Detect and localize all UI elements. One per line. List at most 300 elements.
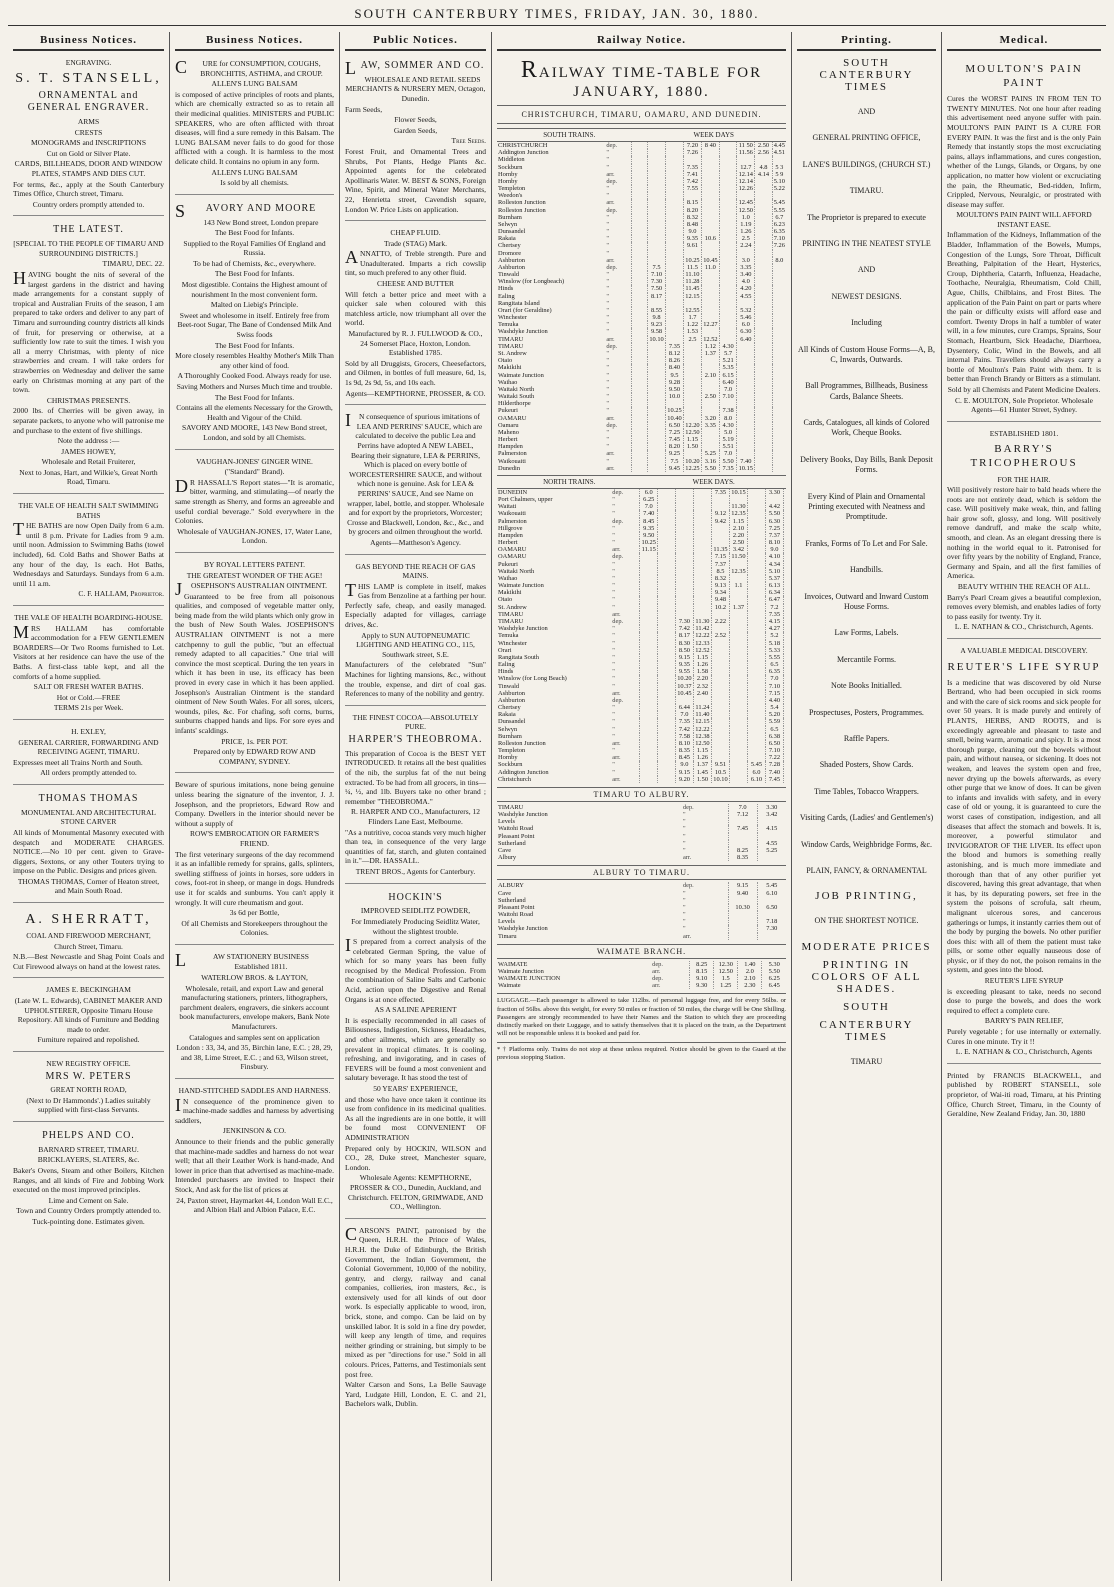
time-cell [719, 321, 736, 328]
time-cell: 8.25 [728, 847, 757, 854]
time-cell [711, 697, 729, 704]
time-cell: 7.45 [666, 436, 684, 443]
time-cell [666, 293, 684, 300]
time-cell: 8.10 [675, 740, 693, 747]
time-cell: 2.30 [738, 982, 762, 989]
time-cell: 1.26 [693, 661, 711, 668]
time-cell [783, 525, 786, 532]
time-cell [683, 350, 701, 357]
time-cell: 1.12 [701, 343, 719, 350]
time-cell [675, 596, 693, 603]
time-cell [658, 553, 676, 560]
time-cell [748, 683, 766, 690]
time-cell [772, 422, 786, 429]
time-cell [772, 278, 786, 285]
time-cell: 8.5 [711, 568, 729, 575]
time-cell [755, 350, 772, 357]
dep-arr: arr. [612, 739, 621, 747]
timetable-row [497, 611, 786, 618]
timetable-row [497, 271, 786, 278]
ad-annatto [345, 224, 486, 405]
ad-body: This preparation of Cocoa is the BEST YET INTRODUCED. It retains all the best qualities of the nib, the surplus fat of the nut being extracted. To be had from all grocers, in tins—¼, ½, and 1lb. Buyers take no other brand ; remember "THEOBROMA." [345, 748, 486, 806]
time-cell: 5.50 [762, 968, 786, 975]
station-name: Rangitata South [498, 653, 540, 661]
time-cell [755, 357, 772, 364]
ad-line: Note the address :— [57, 436, 120, 446]
ad-vaughan-jones [175, 453, 334, 553]
time-cell [719, 328, 736, 335]
dep-arr: arr. [682, 854, 692, 862]
time-cell: 1.22 [683, 321, 701, 328]
ad-beckingham [13, 981, 164, 1052]
time-cell: 9.28 [666, 379, 684, 386]
timetable-row [497, 925, 786, 932]
time-cell: 6.30 [765, 518, 783, 525]
time-cell [755, 415, 772, 422]
time-cell [772, 264, 786, 271]
station-name: Washdyke Junction [498, 811, 548, 819]
station-name: Selwyn [498, 220, 518, 228]
time-cell: 6.10 [757, 890, 786, 897]
time-cell [748, 718, 766, 725]
timetable-row [497, 654, 786, 661]
dep-arr: " [682, 918, 686, 926]
time-cell: 4.20 [737, 285, 755, 292]
time-cell [772, 407, 786, 414]
time-cell: 5.25 [757, 847, 786, 854]
station-name: Waihao [498, 574, 518, 582]
station-name: Dunedin [498, 464, 521, 472]
time-cell [755, 235, 772, 242]
column-heading: Railway Notice. [497, 32, 786, 51]
time-cell [632, 336, 648, 343]
time-cell [748, 553, 766, 560]
ad-line: GREAT NORTH ROAD, [50, 1085, 127, 1095]
ad-body: is composed of active principles of roots and plants, which are chemically extracted so as to retain all their medicinal qualities. MINISTERS and PUBLIC SPEAKERS, who are often afflicted with throat diseases, will find a sure remedy in this Balsam. The LUNG BALSAM never fails to do good for those afflicted with a cough. It is harmless to the most delicate child. It contains no opium in any form. [175, 89, 334, 166]
printing-title: SOUTH CANTERBURY TIMES [819, 57, 914, 93]
time-cell [701, 293, 719, 300]
ad-date: TIMARU, DEC. 22. [102, 259, 164, 269]
ad-title: THE FINEST COCOA—ABSOLUTELY PURE. [352, 712, 479, 732]
time-cell [772, 393, 786, 400]
time-cell [632, 436, 648, 443]
timetable-row [497, 596, 786, 603]
time-cell: 2.10 [729, 525, 747, 532]
time-cell [632, 242, 648, 249]
time-cell: 10.25 [685, 256, 700, 264]
time-cell [632, 214, 648, 221]
printing-designs: NEWEST DESIGNS. [831, 291, 902, 301]
time-cell [772, 307, 786, 314]
time-cell [666, 271, 684, 278]
timetable-row [497, 897, 786, 904]
time-cell [693, 582, 711, 589]
time-cell: 10.0 [666, 393, 684, 400]
time-cell [737, 192, 755, 199]
time-cell: 9.40 [728, 890, 757, 897]
time-cell [711, 747, 729, 754]
time-cell: 10.15 [731, 488, 746, 496]
printing-item: All Kinds of Custom House Forms—A, B, C, Inwards, Outwards. [798, 344, 935, 364]
station-name: Ealing [498, 661, 515, 669]
time-cell: 3.40 [737, 271, 755, 278]
ad-title: JAMES E. BECKINGHAM [46, 985, 131, 995]
time-cell [748, 589, 766, 596]
time-cell: 1.25 [714, 982, 738, 989]
time-cell [658, 654, 676, 661]
time-cell [658, 525, 676, 532]
time-cell: 1.37 [701, 350, 719, 357]
time-cell [632, 350, 648, 357]
ad-phelps [13, 1125, 164, 1233]
printing-foot-canterbury: CANTERBURY TIMES [819, 1018, 914, 1043]
station-name: Burnham [498, 213, 522, 221]
time-cell [640, 769, 658, 776]
time-cell [737, 443, 755, 450]
time-cell: 7.10 [773, 235, 785, 243]
time-cell: 7.35 [711, 489, 729, 496]
time-cell: 3.20 [701, 415, 719, 422]
time-cell: 7.18 [757, 918, 786, 925]
time-cell [666, 214, 684, 221]
station-name: Waikouaiti [498, 457, 526, 465]
time-cell [772, 415, 786, 422]
time-cell [632, 149, 648, 156]
time-cell [640, 582, 658, 589]
timetable-row [497, 242, 786, 249]
ad-body: HAVING bought the nits of several of the largest gardens in the district and having made arrangements for a constant supply of tropical and Australian Fruits of the season, I am prepared to take orders and deliver to any part of Timaru and surrounding country districts all kinds of fruit, for preserving or otherwise, at a sufficiently low rate to suit the times. I wish you all a merry Christmas, with plenty of nice strawberries and cream. I will take orders for strawberries on Wednesday and deliver the same early on Christmas morning at any part of the town. [13, 268, 164, 395]
time-cell [737, 357, 755, 364]
time-cell [772, 285, 786, 292]
timetable-row [497, 250, 786, 257]
time-cell: 12.52 [703, 335, 718, 343]
week-days-label: WEEK DAYS [693, 131, 734, 139]
time-cell: 10.15 [738, 464, 753, 472]
timetable-row [497, 982, 786, 989]
timetable-row [497, 525, 786, 532]
time-cell [640, 740, 658, 747]
station-name: TIMARU [498, 618, 524, 625]
ad-line: The Best Food for Infants. [214, 228, 295, 238]
time-cell [658, 503, 676, 510]
ad-title: JOSEPHSON'S AUSTRALIAN OINTMENT. [175, 579, 328, 600]
time-cell [737, 350, 755, 357]
ad-sign: Apply to SUN AUTOPNEUMATIC LIGHTING AND HEATING CO., 115, Southwark street, S.E. [356, 630, 475, 659]
time-cell: 7.30 [757, 925, 786, 932]
station-name: Hornby [498, 177, 518, 185]
dep-arr: " [682, 911, 686, 919]
time-cell: 5.55 [773, 206, 785, 214]
time-cell [737, 372, 755, 379]
station-name: Washdyke Junction [498, 328, 548, 336]
time-cell [632, 400, 648, 407]
time-cell: 8.25 [690, 961, 714, 968]
time-cell [729, 661, 747, 668]
time-cell [748, 711, 766, 718]
time-cell [640, 561, 658, 568]
timetable-row [497, 825, 786, 832]
time-cell: 12.45 [738, 199, 753, 207]
dep-arr: " [612, 668, 615, 676]
time-cell: 5.21 [719, 357, 736, 364]
time-cell [666, 199, 684, 206]
albury-return-heading: ALBURY TO TIMARU. [497, 865, 786, 880]
dep-arr: " [682, 846, 686, 854]
time-cell [711, 647, 729, 654]
timetable-row [497, 393, 786, 400]
time-cell [701, 199, 719, 206]
ad-josephson [175, 556, 334, 773]
time-cell: 3.0 [737, 257, 755, 264]
time-cell: 7.10 [648, 271, 666, 278]
time-cell [683, 450, 701, 457]
time-cell [737, 156, 755, 163]
dep-arr: " [612, 718, 615, 726]
time-cell [632, 372, 648, 379]
station-name: Waimate Junction [498, 371, 544, 379]
station-name: TIMARU [498, 342, 524, 350]
time-cell [719, 214, 736, 221]
time-cell [737, 393, 755, 400]
dep-arr: " [612, 510, 615, 518]
station-name: Pleasant Point [498, 903, 535, 911]
ad-subtitle: MONUMENTAL AND ARCHITECTURAL STONE CARVER [21, 807, 156, 827]
time-cell [648, 415, 666, 422]
ad-body: Guaranteed to be free from all poisonous qualities, and composed of vegetable matter only, being made from the wild plants which only grow in the bush of New South Wales. JOSEPHSON'S AUSTRALIAN OINTMENT is not a mere catchpenny to gull the public, "but an effectual remedy adapted to all capacities." One trial will convince the most sceptical. During the ten years in which it has been in use, its efficacy has been proved in every case in which it has been applied. Josephson's Australian Ointment is the standard ointment of New South Wales. For all sores, ulcers, wounds, piles, &c. For chafing, soft corns, burns, sunburns chapped hands and lips. For sore eyes and infants' scaldings. [175, 591, 334, 736]
time-cell [640, 697, 658, 704]
time-cell: 12.35 [731, 567, 746, 575]
time-cell: 2.5 [737, 235, 755, 242]
time-cell: 10.45 [703, 256, 718, 264]
time-cell [632, 386, 648, 393]
time-cell [729, 647, 747, 654]
time-cell [666, 285, 684, 292]
time-cell [719, 178, 736, 185]
time-cell [737, 400, 755, 407]
time-cell [666, 264, 684, 271]
time-cell [737, 436, 755, 443]
dep-arr: " [612, 639, 615, 647]
ad-line: Tree Seeds. [451, 136, 486, 146]
time-cell [729, 596, 747, 603]
time-cell: 3.35 [737, 264, 755, 271]
time-cell [755, 429, 772, 436]
timetable-row [497, 961, 786, 968]
north-trains-label: NORTH TRAINS. [543, 477, 596, 486]
timetable-row [497, 882, 786, 889]
time-cell [772, 321, 786, 328]
timetable-row [497, 718, 786, 725]
dep-arr: " [606, 314, 609, 322]
time-cell [783, 690, 786, 697]
timetable-row [497, 833, 786, 840]
time-cell [783, 718, 786, 725]
printing-item: Mercantile Forms. [836, 654, 897, 664]
time-cell: 7.50 [648, 285, 666, 292]
time-cell: 5.18 [765, 640, 783, 647]
time-cell [711, 539, 729, 546]
dep-arr: arr. [606, 256, 615, 264]
time-cell: 11.15 [641, 546, 656, 554]
time-cell [748, 726, 766, 733]
ad-title: MOULTON'S PAIN PAINT [965, 63, 1083, 90]
time-cell: 9.25 [666, 450, 684, 457]
ad-heading: BARRY'S PAIN RELIEF, [984, 1016, 1064, 1026]
time-cell: 8.0 [772, 257, 786, 264]
time-cell [729, 761, 747, 768]
time-cell [711, 668, 729, 675]
time-cell [648, 207, 666, 214]
time-cell [640, 568, 658, 575]
column-medical [942, 32, 1106, 1581]
time-cell [772, 343, 786, 350]
ad-body: IN consequence of spurious imitations of LEA AND PERRINS' SAUCE, which are calculated to deceive the public Lea and Perrins have adopted A NEW LABEL, Bearing their signature, LEA & PERRINS, Which is placed on every bottle of WORCESTERSHIRE SAUCE, and without which none is genuine. Ask for LEA & PERRINS' SAUCE, And see Name on wrapper, label, bottle, and stopper. Wholesale and for export by the proprietors, Worcester; Crosse and Blackwell, London, &c., &c., and by grocers and oilmen throughout the world. [345, 410, 484, 537]
dep-arr: " [606, 242, 609, 250]
station-name: Timaru [498, 932, 517, 940]
station-name: OAMARU [498, 546, 527, 554]
time-cell [701, 192, 719, 199]
time-cell [648, 364, 666, 371]
time-cell [783, 740, 786, 747]
ad-body: MRS HALLAM has comfortable accommodation for a FEW GENTLEMEN BOARDERS—Or Two Rooms furnished to Let. Visitors at her residence can have the use of the Baths. A first-class table kept, and all the comforts of a home supplied. [13, 621, 164, 681]
time-cell [748, 539, 766, 546]
time-cell: 5.25 [701, 450, 719, 457]
time-cell [729, 704, 747, 711]
station-name: Waitohi Road [498, 911, 534, 919]
ad-boarding-house [13, 609, 164, 720]
time-cell [640, 575, 658, 582]
ad-sign: Manufactured by R. J. FULLWOOD & CO., 24 Somerset Place, Hoxton, London. Established 1785. [348, 329, 483, 358]
timetable-row [497, 465, 786, 472]
timetable-row [497, 761, 786, 768]
station-name: Templeton [498, 747, 526, 755]
ad-line: Expresses meet all Trains North and South. [13, 757, 143, 767]
time-cell: 6.45 [762, 982, 786, 989]
time-cell: 8.20 [666, 443, 684, 450]
time-cell: 10.25 [641, 539, 656, 547]
time-cell: 8.17 [648, 293, 666, 300]
time-cell: 7.0 [719, 386, 736, 393]
time-cell [783, 546, 786, 553]
dep-arr: arr. [612, 754, 621, 762]
time-cell [640, 640, 658, 647]
time-cell [632, 185, 648, 192]
time-cell [729, 683, 747, 690]
timetable-row [497, 235, 786, 242]
time-cell: 4.10 [765, 553, 783, 560]
dep-arr: " [682, 839, 686, 847]
time-cell [772, 429, 786, 436]
time-cell: 7.0 [675, 711, 693, 718]
time-cell: 8.32 [711, 575, 729, 582]
time-cell: 9.0 [683, 228, 701, 235]
time-cell [701, 242, 719, 249]
time-cell: 2.56 [755, 149, 772, 156]
dep-arr: arr. [612, 546, 621, 554]
time-cell: 7.30 [675, 618, 693, 625]
time-cell: 5.10 [765, 568, 783, 575]
timetable-row [497, 379, 786, 386]
printing-items [797, 337, 936, 858]
timaru-albury-table [497, 804, 786, 861]
station-name: Washdyke Junction [498, 625, 548, 633]
time-cell: 7.12 [728, 811, 757, 818]
printing-plain: PLAIN, FANCY, & ORNAMENTAL [806, 865, 927, 875]
time-cell: 1.15 [693, 654, 711, 661]
ad-barry [947, 425, 1101, 639]
ad-subtitle: BRICKLAYERS, SLATERS, &c. [37, 1155, 140, 1165]
time-cell [783, 539, 786, 546]
time-cell: 5.50 [765, 510, 783, 517]
station-name: Waimate Junction [498, 967, 544, 975]
time-cell [748, 518, 766, 525]
time-cell [658, 668, 676, 675]
time-cell [719, 250, 736, 257]
timetable-row [497, 415, 786, 422]
time-cell [648, 185, 666, 192]
time-cell [755, 242, 772, 249]
time-cell [783, 510, 786, 517]
time-cell [666, 307, 684, 314]
timetable-row [497, 164, 786, 171]
station-name: Waimate Junction [498, 582, 544, 590]
station-name: Winchester [498, 314, 527, 322]
dep-arr: " [612, 567, 615, 575]
ad-price: PRICE, 1s. PER POT. [221, 736, 288, 746]
time-cell: 7.42 [675, 726, 693, 733]
time-cell: 7.5 [648, 264, 666, 271]
time-cell [711, 690, 729, 697]
time-cell [711, 654, 729, 661]
time-cell: 10.20 [677, 675, 692, 683]
timetable-row [497, 589, 786, 596]
time-cell [675, 489, 693, 496]
ad-body: Barry's Pearl Cream gives a beautiful complexion, removes every blemish, and enables ladies of forty to pass easily for twenty. Try it. [947, 592, 1101, 621]
time-cell [666, 257, 684, 264]
timetable-row [497, 221, 786, 228]
time-cell: 6.50 [757, 904, 786, 911]
ad-the-latest [13, 219, 164, 494]
station-name: Port Chalmers, upper [498, 496, 553, 504]
time-cell [640, 776, 658, 783]
time-cell: 7.45 [765, 776, 783, 783]
time-cell: 2.20 [729, 532, 747, 539]
time-cell: 4.30 [719, 422, 736, 429]
ad-title: LAW STATIONERY BUSINESS [175, 949, 309, 970]
ad-title: MRS W. PETERS [45, 1070, 132, 1082]
timetable-row [497, 539, 786, 546]
dep-arr: arr. [612, 689, 621, 697]
station-name: Waitaki North [498, 385, 535, 393]
time-cell: 7.35 [683, 164, 701, 171]
time-cell: 2.5 [683, 336, 701, 343]
time-cell: 1.50 [693, 776, 711, 783]
time-cell [658, 568, 676, 575]
station-name: Ashburton [498, 689, 525, 697]
time-cell [711, 503, 729, 510]
time-cell [701, 228, 719, 235]
time-cell: 9.61 [683, 242, 701, 249]
time-cell [693, 546, 711, 553]
time-cell [640, 596, 658, 603]
time-cell [772, 458, 786, 465]
time-cell [666, 142, 684, 149]
ad-title: THE VALE OF HEALTH SALT SWIMMING BATHS [18, 501, 159, 520]
time-cell: 4.30 [719, 343, 736, 350]
time-cell: 11.0 [701, 264, 719, 271]
time-cell: 7.10 [765, 683, 783, 690]
dep-arr: dep. [612, 696, 624, 704]
